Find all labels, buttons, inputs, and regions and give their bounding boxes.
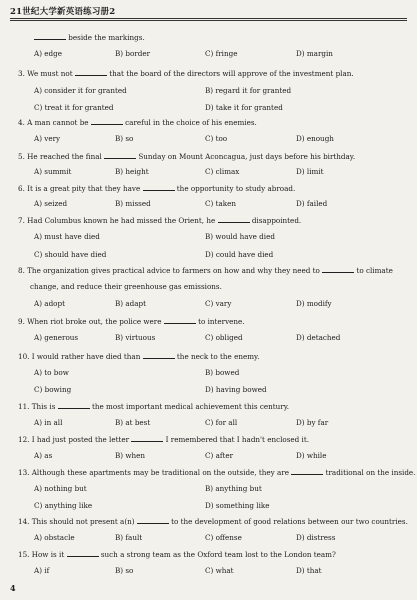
option-a: A) must have died — [34, 232, 100, 241]
answer-blank — [75, 68, 107, 76]
option-a: A) as — [34, 451, 53, 460]
option-d: D) take it for granted — [205, 103, 283, 112]
option-c: C) obliged — [205, 333, 243, 342]
option-d: D) by far — [296, 418, 329, 427]
answer-blank — [291, 467, 323, 475]
option-b: B) would have died — [205, 232, 275, 241]
option-b: B) at best — [115, 418, 151, 427]
question-10-stem: 10. I would rather have died than the neck to the enemy. — [18, 352, 260, 361]
option-b: B) adapt — [115, 299, 147, 308]
page-number: 4 — [10, 583, 16, 593]
option-c: C) fringe — [205, 49, 238, 58]
option-b: B) fault — [115, 533, 143, 542]
question-3-stem: 3. We must not that the board of the directors will approve of the investment plan. — [18, 69, 354, 78]
answer-blank — [164, 316, 196, 324]
question-9-stem: 9. When riot broke out, the police were to intervene. — [18, 317, 245, 326]
question-14-stem: 14. This should not present a(n) to the development of good relations between our two countries. — [18, 517, 408, 526]
question-4-stem: 4. A man cannot be careful in the choice of his enemies. — [18, 118, 257, 127]
option-a: A) obstacle — [34, 533, 75, 542]
option-b: B) missed — [115, 199, 151, 208]
option-a: A) adopt — [34, 299, 65, 308]
question-7-stem: 7. Had Columbus known he had missed the Orient, he disappointed. — [18, 216, 302, 225]
option-d: D) something like — [205, 501, 270, 510]
option-a: A) if — [34, 566, 50, 575]
option-d: D) detached — [296, 333, 341, 342]
header-rule — [10, 18, 407, 21]
option-b: B) regard it for granted — [205, 86, 292, 95]
question-text: beside the markings. — [68, 33, 145, 42]
answer-blank — [67, 549, 99, 557]
question-2-stem — [34, 32, 145, 42]
option-d: D) distress — [296, 533, 336, 542]
option-b: B) anything but — [205, 484, 262, 493]
answer-blank — [143, 183, 175, 191]
option-a: A) summit — [34, 167, 72, 176]
option-b: B) so — [115, 566, 134, 575]
option-a: A) very — [34, 134, 61, 143]
option-d: D) margin — [296, 49, 333, 58]
option-c: C) anything like — [34, 501, 93, 510]
answer-blank — [143, 351, 175, 359]
option-d: D) modify — [296, 299, 332, 308]
option-c: C) treat it for granted — [34, 103, 114, 112]
answer-blank — [218, 215, 250, 223]
option-d: D) that — [296, 566, 322, 575]
question-6-stem: 6. It is a great pity that they have the opportunity to study abroad. — [18, 184, 296, 193]
option-c: C) for all — [205, 418, 238, 427]
option-a: A) consider it for granted — [34, 86, 127, 95]
question-11-stem: 11. This is the most important medical achievement this century. — [18, 402, 290, 411]
question-13-stem: 13. Although these apartments may be traditional on the outside, they are traditional on the inside. — [18, 468, 416, 477]
option-c: C) vary — [205, 299, 232, 308]
option-d: D) could have died — [205, 250, 274, 259]
answer-blank — [58, 401, 90, 409]
question-5-stem: 5. He reached the final Sunday on Mount Aconcagua, just days before his birthday. — [18, 152, 356, 161]
question-8-stem: 8. The organization gives practical advice to farmers on how and why they need to to climate — [18, 266, 393, 275]
option-c: C) climax — [205, 167, 240, 176]
option-a: A) nothing but — [34, 484, 87, 493]
answer-blank — [91, 117, 123, 125]
option-b: B) height — [115, 167, 149, 176]
page-header: 21世纪大学新英语练习册2 — [10, 7, 116, 17]
option-d: D) failed — [296, 199, 328, 208]
option-c: C) after — [205, 451, 234, 460]
option-c: C) taken — [205, 199, 236, 208]
option-c: C) offense — [205, 533, 242, 542]
option-c: C) bowing — [34, 385, 72, 394]
option-a: A) to bow — [34, 368, 69, 377]
option-a: A) in all — [34, 418, 63, 427]
option-a: A) generous — [34, 333, 79, 342]
option-b: B) so — [115, 134, 134, 143]
option-c: C) too — [205, 134, 228, 143]
option-d: D) enough — [296, 134, 334, 143]
option-b: B) when — [115, 451, 146, 460]
option-d: D) while — [296, 451, 327, 460]
question-8-stem-line2: change, and reduce their greenhouse gas emissions. — [30, 282, 222, 291]
option-b: B) border — [115, 49, 151, 58]
option-d: D) limit — [296, 167, 324, 176]
option-b: B) virtuous — [115, 333, 156, 342]
answer-blank — [137, 516, 169, 524]
option-a: A) edge — [34, 49, 62, 58]
answer-blank — [34, 32, 66, 40]
option-d: D) having bowed — [205, 385, 267, 394]
option-b: B) bowed — [205, 368, 240, 377]
question-15-stem: 15. How is it such a strong team as the Oxford team lost to the London team? — [18, 550, 336, 559]
answer-blank — [104, 151, 136, 159]
answer-blank — [322, 265, 354, 273]
answer-blank — [131, 434, 163, 442]
option-a: A) seized — [34, 199, 68, 208]
option-c: C) should have died — [34, 250, 107, 259]
question-12-stem: 12. I had just posted the letter I remembered that I hadn't enclosed it. — [18, 435, 310, 444]
option-c: C) what — [205, 566, 234, 575]
